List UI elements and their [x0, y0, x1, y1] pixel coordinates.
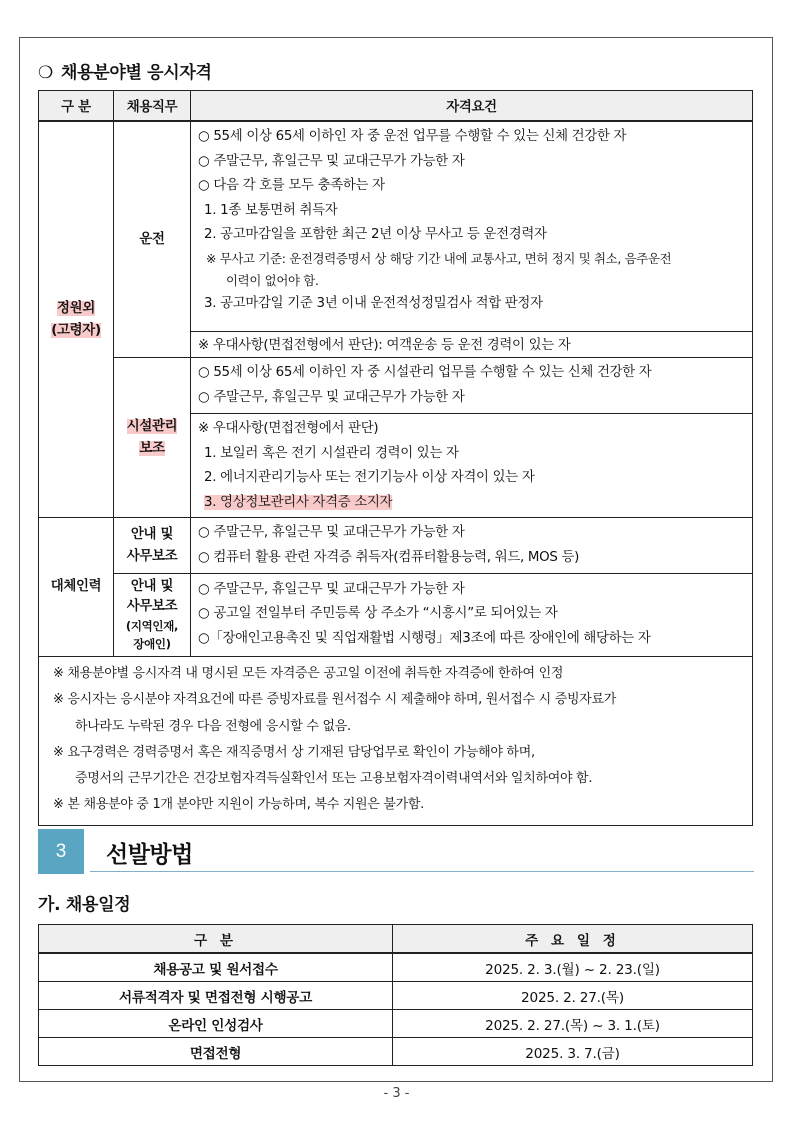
req-line: ○ 공고일 전일부터 주민등록 상 주소가 “시흥시”로 되어있는 자 — [198, 606, 558, 621]
section-title — [38, 58, 212, 83]
table-row — [39, 982, 753, 1010]
category-regular-line1: 정원외 — [57, 300, 95, 316]
note-line: ※ 요구경력은 경력증명서 혹은 재직증명서 상 기재된 담당업무로 확인이 가능해야 하며, — [53, 744, 535, 760]
job-local-office — [114, 574, 191, 657]
req-line: ○ 컴퓨터 활용 관련 자격증 취득자(컴퓨터활용능력, 워드, MOS 등) — [198, 549, 580, 565]
pref-line: 1. 보일러 혹은 전기 시설관리 경력이 있는 자 — [204, 445, 459, 461]
job-local-line3: (지역인재, — [125, 619, 179, 633]
req-line: ○ 다음 각 호를 모두 충족하는 자 — [198, 178, 385, 193]
general-requirements — [191, 518, 753, 574]
circle-bullet-icon: ❍ — [38, 63, 53, 83]
table-row — [39, 1038, 753, 1066]
req-line: 1. 1종 보통면허 취득자 — [204, 202, 338, 218]
req-line: ○「장애인고용촉진 및 직업재활법 시행령」제3조에 따른 장애인에 해당하는 자 — [198, 630, 651, 646]
pref-line: ※ 우대사항(면접전형에서 판단): 여객운송 등 운전 경력이 있는 자 — [198, 338, 571, 353]
job-general-line2: 사무보조 — [126, 548, 178, 564]
table-row — [39, 574, 753, 657]
schedule-header-row — [39, 925, 753, 954]
facility-requirements — [191, 358, 753, 414]
schedule-label: 면접전형 — [39, 1038, 393, 1066]
local-requirements — [191, 574, 753, 657]
req-line: ○ 주말근무, 휴일근무 및 교대근무가 가능한 자 — [198, 389, 465, 405]
job-general-line1: 안내 및 — [130, 526, 174, 542]
table-row — [39, 518, 753, 574]
table-row — [39, 358, 753, 414]
job-driver: 운전 — [114, 121, 191, 358]
req-line: ○ 주말근무, 휴일근무 및 교대근무가 가능한 자 — [198, 525, 465, 540]
header-requirements: 자격요건 — [191, 91, 753, 122]
req-line: ○ 주말근무, 휴일근무 및 교대근무가 가능한 자 — [198, 153, 465, 169]
title-underline — [90, 871, 754, 872]
facility-preference — [191, 414, 753, 518]
schedule-table — [38, 924, 753, 1066]
req-line: 2. 공고마감일을 포함한 최근 2년 이상 무사고 등 운전경력자 — [204, 227, 547, 242]
schedule-date: 2025. 3. 7.(금) — [393, 1038, 753, 1066]
notes-cell — [39, 657, 753, 826]
note-line: ※ 응시자는 응시분야 자격요건에 따른 증빙자료를 원서접수 시 제출해야 하며, 원서접수 시 증빙자료가 — [53, 692, 616, 708]
table-header-row — [39, 91, 753, 122]
job-local-line1: 안내 및 — [130, 579, 174, 594]
table-row — [39, 953, 753, 982]
section-title-text: 채용분야별 응시자격 — [60, 63, 212, 83]
schedule-label: 채용공고 및 원서접수 — [39, 953, 393, 982]
job-local-line2: 사무보조 — [126, 599, 178, 614]
schedule-label: 서류적격자 및 면접전형 시행공고 — [39, 982, 393, 1010]
selection-title: 선발방법 — [106, 842, 193, 868]
job-local-line4: 장애인) — [133, 637, 171, 651]
job-facility-line2: 보조 — [139, 440, 165, 456]
req-line: 3. 공고마감일 기준 3년 이내 운전적성정밀검사 적합 판정자 — [204, 295, 543, 311]
schedule-header-date: 주 요 일 정 — [393, 925, 753, 954]
job-facility-line1: 시설관리 — [126, 418, 178, 434]
category-regular — [39, 121, 114, 518]
schedule-date: 2025. 2. 3.(월) ~ 2. 23.(일) — [393, 953, 753, 982]
req-note: ※ 무사고 기준: 운전경력증명서 상 해당 기간 내에 교통사고, 면허 정지 및 취소, 음주운전 — [206, 250, 672, 266]
category-substitute: 대체인력 — [39, 518, 114, 657]
schedule-subtitle: 가. 채용일정 — [38, 895, 131, 915]
req-line: ○ 55세 이상 65세 이하인 자 중 운전 업무를 수행할 수 있는 신체 건강한 자 — [198, 129, 627, 144]
schedule-date: 2025. 2. 27.(목) — [393, 982, 753, 1010]
table-row — [39, 1010, 753, 1038]
note-line: 증명서의 근무기간은 건강보험자격득실확인서 또는 고용보험자격이력내역서와 일치하여야 함. — [75, 771, 593, 787]
pref-line: ※ 우대사항(면접전형에서 판단) — [198, 421, 379, 436]
category-regular-line2: (고령자) — [51, 322, 101, 338]
req-note: 이력이 없어야 함. — [226, 272, 319, 288]
header-category: 구 분 — [39, 91, 114, 122]
driver-requirements — [191, 121, 753, 332]
header-job: 채용직무 — [114, 91, 191, 122]
driver-preference — [191, 332, 753, 358]
qualification-table — [38, 90, 753, 826]
section-number-badge: 3 — [38, 829, 84, 874]
schedule-date: 2025. 2. 27.(목) ~ 3. 1.(토) — [393, 1010, 753, 1038]
pref-line — [198, 491, 746, 516]
pref-line: 2. 에너지관리기능사 또는 전기기능사 이상 자격이 있는 자 — [204, 470, 535, 485]
req-line: ○ 주말근무, 휴일근무 및 교대근무가 가능한 자 — [198, 581, 465, 597]
table-row — [39, 657, 753, 826]
req-line: ○ 55세 이상 65세 이하인 자 중 시설관리 업무를 수행할 수 있는 신체 건강한 자 — [198, 365, 652, 380]
note-line: ※ 채용분야별 응시자격 내 명시된 모든 자격증은 공고일 이전에 취득한 자격증에 한하여 인정 — [53, 666, 564, 681]
page-number: - 3 - — [383, 1086, 410, 1101]
highlighted-pref: 3. 영상정보관리사 자격증 소지자 — [204, 494, 393, 510]
note-line: ※ 본 채용분야 중 1개 분야만 지원이 가능하며, 복수 지원은 불가함. — [53, 797, 425, 813]
note-line: 하나라도 누락된 경우 다음 전형에 응시할 수 없음. — [75, 718, 351, 734]
table-row — [39, 121, 753, 332]
schedule-header-category: 구 분 — [39, 925, 393, 954]
job-facility — [114, 358, 191, 518]
job-general-office — [114, 518, 191, 574]
schedule-label: 온라인 인성검사 — [39, 1010, 393, 1038]
